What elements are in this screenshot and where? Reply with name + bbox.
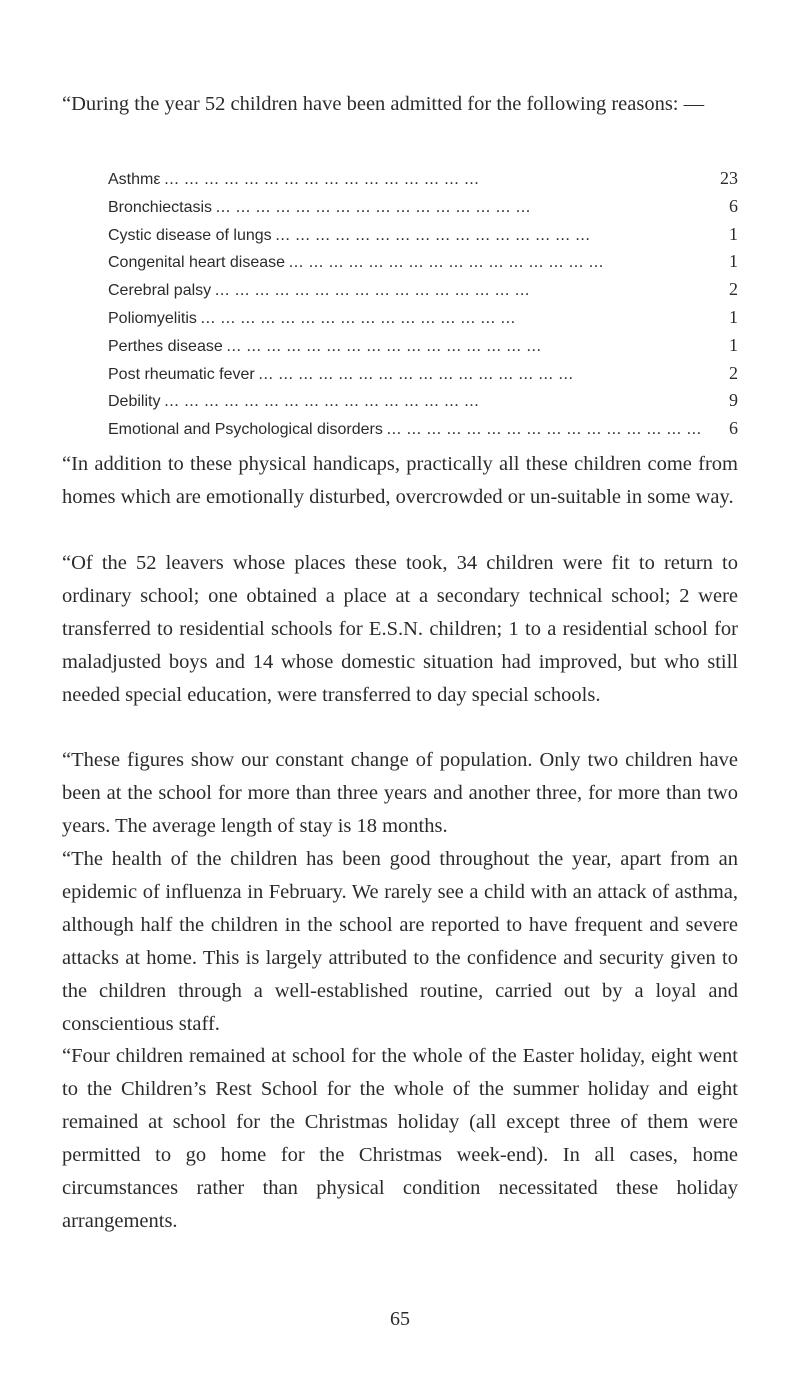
dot-leader: ... ... ... ... ... ... ... ... ... ... ... ... ... ... ... ... <box>200 309 516 327</box>
intro-paragraph: “During the year 52 children have been admitted for the following reasons: — <box>62 93 705 115</box>
reason-label: Cystic disease of lungs <box>108 226 272 244</box>
reason-count: 23 <box>720 168 738 188</box>
table-row <box>108 279 738 307</box>
dot-leader: ... ... ... ... ... ... ... ... ... ... ... ... ... ... ... ... <box>275 226 591 244</box>
paragraph-holidays: “Four children remained at school for the whole of the Easter holiday, eight went to the Children’s Rest School for the whole of the summer holiday and eight remained at school for the Christmas holiday (all except three of them were permitted to go home for the Christmas week-end). In all cases, home circumstances rather than physical condition necessitated these holiday arrangements. <box>62 1045 738 1232</box>
dot-leader: ... ... ... ... ... ... ... ... ... ... ... ... ... ... ... ... <box>226 337 542 355</box>
reason-count: 1 <box>729 306 738 327</box>
dot-leader: ... ... ... ... ... ... ... ... ... ... ... ... ... ... ... ... <box>164 393 480 411</box>
paragraph-population-change: “These figures show our constant change of population. Only two children have been at the school for more than three years and another three, for more than two years. The average length of stay is 18 months. <box>62 749 738 837</box>
reason-label: Bronchiectasis <box>108 198 213 216</box>
reason-label: Poliomyelitis <box>108 309 197 327</box>
table-row <box>108 196 738 224</box>
dot-leader: ... ... ... ... ... ... ... ... ... ... ... ... ... ... ... ... <box>164 171 480 188</box>
reason-label: Perthes disease <box>108 337 223 355</box>
table-row <box>108 307 738 335</box>
reason-count: 6 <box>729 418 738 439</box>
dot-leader: ... ... ... ... ... ... ... ... ... ... ... ... ... ... ... ... <box>215 282 531 300</box>
paragraph-health: “The health of the children has been good throughout the year, apart from an epidemic of influenza in February. We rarely see a child with an attack of asthma, although half the children in the school are reported to have frequent and severe attacks at home. This is largely attributed to the confidence and security given to the children through a well-established routine, carried out by a loyal and conscientious staff. <box>62 848 738 1035</box>
reason-count: 1 <box>729 223 738 244</box>
reason-count: 9 <box>729 390 738 411</box>
reason-label: Asthmε <box>108 171 161 188</box>
paragraph-leavers: “Of the 52 leavers whose places these took, 34 children were fit to return to ordinary school; one obtained a place at a secondary technical school; 2 were transferred to residential schools for E.S.N. children; 1 to a residential school for maladjusted boys and 14 whose domestic situation had improved, but who still needed special education, were transferred to day special schools. <box>62 552 738 706</box>
table-row <box>108 335 738 363</box>
table-row <box>108 251 738 279</box>
reason-label: Cerebral palsy <box>108 282 212 300</box>
table-row <box>108 418 738 446</box>
reason-count: 1 <box>729 251 738 272</box>
reason-count: 1 <box>729 334 738 355</box>
dot-leader: ... ... ... ... ... ... ... ... ... ... ... ... ... ... ... ... <box>258 365 574 383</box>
reason-label: Post rheumatic fever <box>108 365 255 383</box>
dot-leader: ... ... ... ... ... ... ... ... ... ... ... ... ... ... ... ... <box>289 254 605 272</box>
dot-leader: ... ... ... ... ... ... ... ... ... ... ... ... ... ... ... ... <box>386 421 702 439</box>
reason-label: Debility <box>108 393 161 411</box>
table-row <box>108 363 738 391</box>
reason-label: Emotional and Psychological disorders <box>108 421 383 439</box>
table-row <box>108 224 738 252</box>
table-row <box>108 168 738 196</box>
paragraph-physical-handicaps: “In addition to these physical handicaps, practically all these children come from homes which are emotionally disturbed, overcrowded or un-suitable in some way. <box>62 453 738 508</box>
page-number: 65 <box>390 1308 410 1330</box>
table-row <box>108 390 738 418</box>
reason-label: Congenital heart disease <box>108 254 286 272</box>
dot-leader: ... ... ... ... ... ... ... ... ... ... ... ... ... ... ... ... <box>216 198 532 216</box>
admission-reasons-table <box>108 168 738 446</box>
reason-count: 6 <box>729 195 738 216</box>
reason-count: 2 <box>729 362 738 383</box>
reason-count: 2 <box>729 279 738 300</box>
